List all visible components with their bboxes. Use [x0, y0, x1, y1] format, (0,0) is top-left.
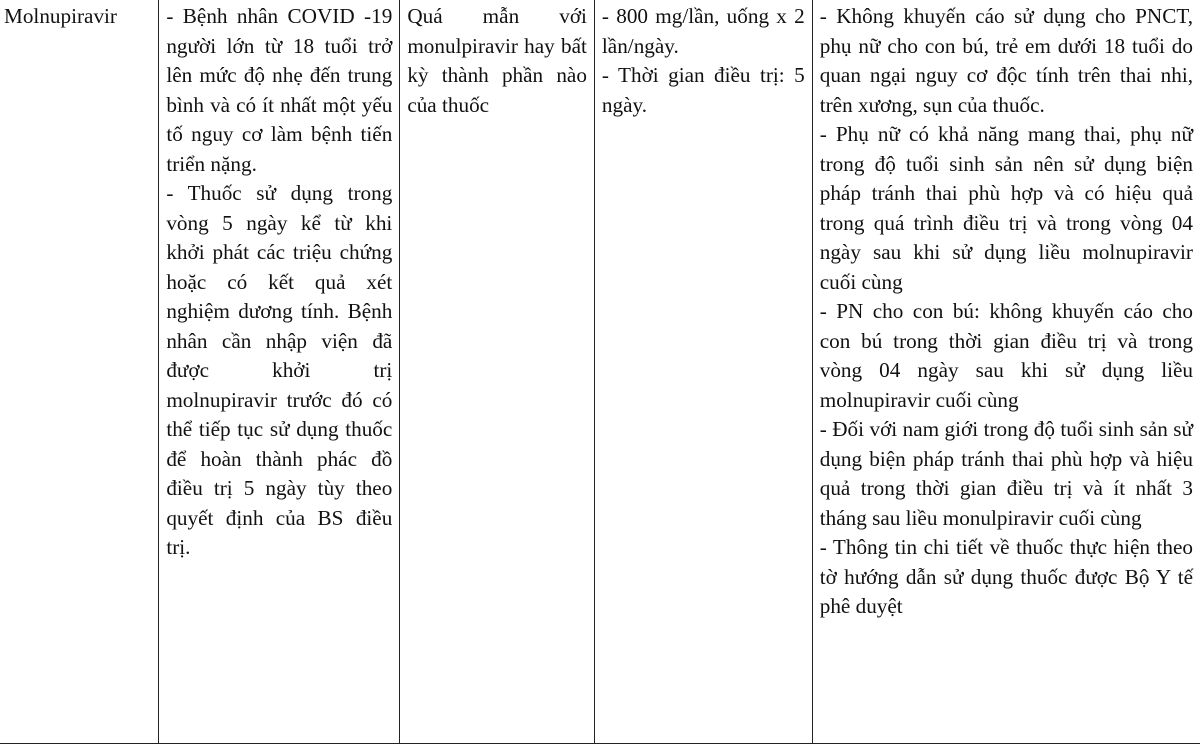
notes-paragraph: - Thông tin chi tiết về thuốc thực hiện theo tờ hướng dẫn sử dụng thuốc được Bộ Y tế phê duyệt	[819, 535, 1193, 618]
notes-paragraph: - Đối với nam giới trong độ tuổi sinh sản sử dụng biện pháp tránh thai phù hợp và hiệu quả trong thời gian điều trị và ít nhất 3 tháng sau liều monulpiravir cuối cùng	[819, 417, 1193, 530]
indication-cell	[159, 0, 400, 744]
notes-paragraph: - Phụ nữ có khả năng mang thai, phụ nữ trong độ tuổi sinh sản nên sử dụng biện pháp tránh thai phù hợp và có hiệu quả trong quá trình điều trị và trong vòng 04 ngày sau khi sử dụng liều molnupiravir cuối cùng	[819, 122, 1193, 294]
contraindication-cell	[400, 0, 595, 744]
indication-paragraph: - Bệnh nhân COVID -19 người lớn từ 18 tuổi trở lên mức độ nhẹ đến trung bình và có ít nhất một yếu tố nguy cơ làm bệnh tiến triển nặng.	[166, 4, 393, 176]
indication-paragraph: - Thuốc sử dụng trong vòng 5 ngày kể từ khi khởi phát các triệu chứng hoặc có kết quả xét nghiệm dương tính. Bệnh nhân cần nhập viện đã được khởi trị molnupiravir trước đó có thể tiếp tục sử dụng thuốc để hoàn thành phác đồ điều trị 5 ngày tùy theo quyết định của BS điều trị.	[166, 181, 393, 559]
notes-paragraph: - Không khuyến cáo sử dụng cho PNCT, phụ nữ cho con bú, trẻ em dưới 18 tuổi do quan ngại nguy cơ độc tính trên thai nhi, trên xương, sụn của thuốc.	[819, 4, 1193, 117]
drug-name-cell	[0, 0, 159, 744]
notes-cell	[812, 0, 1200, 744]
dosage-cell	[594, 0, 812, 744]
dosage-paragraph: - 800 mg/lần, uống x 2 lần/ngày.	[601, 4, 805, 58]
notes-paragraph: - PN cho con bú: không khuyến cáo cho con bú trong thời gian điều trị và trong vòng 04 ngày sau khi sử dụng liều molnupiravir cuối cùng	[819, 299, 1193, 412]
drug-name: Molnupiravir	[4, 4, 117, 28]
dosage-paragraph: - Thời gian điều trị: 5 ngày.	[601, 63, 805, 117]
contraindication-text: Quá mẫn với monulpiravir hay bất kỳ thành phần nào của thuốc	[407, 4, 587, 117]
